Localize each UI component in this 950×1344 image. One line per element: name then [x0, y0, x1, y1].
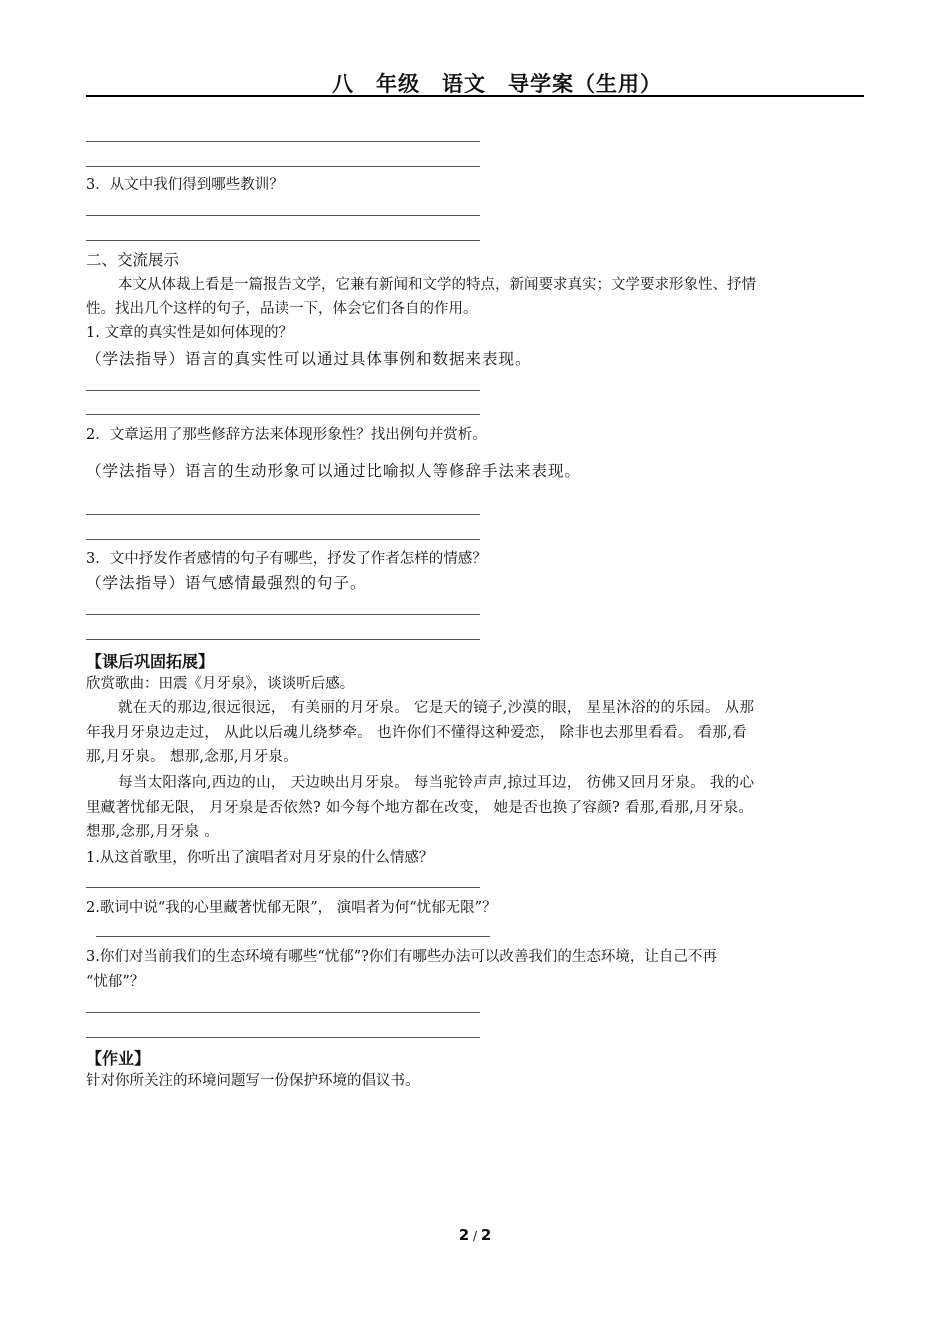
title-suffix: 导学案（生用） [486, 72, 662, 96]
answer-line[interactable] [86, 614, 480, 615]
answer-line[interactable] [86, 639, 480, 640]
part2-guide-1: （学法指导）语言的真实性可以通过具体事例和数据来表现。 [86, 350, 532, 368]
extension-heading: 【课后巩固拓展】 [86, 652, 215, 671]
current-page: 2 [458, 1226, 470, 1244]
page-number [0, 1226, 950, 1244]
answer-line[interactable] [96, 936, 490, 937]
lyrics-p1-line1: 就在天的那边,很远很远， 有美丽的月牙泉。 它是天的镜子,沙漠的眼， 星星沐浴的的乐园。 从那 [118, 700, 755, 716]
lyrics-p2-line2: 里藏著忧郁无限， 月牙泉是否依然? 如今每个地方都在改变， 她是否也换了容颜? 看那,看那,月牙泉。 [86, 800, 754, 816]
lyrics-p1-line2: 年我月牙泉边走过， 从此以后魂儿绕梦牵。 也许你们不懂得这种爱恋， 除非也去那里看看。 看那,看 [86, 725, 747, 741]
answer-line[interactable] [86, 390, 480, 391]
answer-line[interactable] [86, 514, 480, 515]
extension-question-2: 2.歌词中说“我的心里藏著忧郁无限”， 演唱者为何“忧郁无限”？ [86, 900, 497, 916]
extension-intro: 欣赏歌曲：田震《月牙泉》，谈谈听后感。 [86, 676, 355, 692]
answer-line[interactable] [86, 414, 480, 415]
part2-guide-2: （学法指导）语言的生动形象可以通过比喻拟人等修辞手法来表现。 [86, 462, 582, 480]
total-pages: 2 [480, 1226, 492, 1244]
part2-intro-line1: 本文从体裁上看是一篇报告文学，它兼有新闻和文学的特点，新闻要求真实；文学要求形象性、抒情 [118, 277, 756, 293]
answer-line[interactable] [86, 240, 480, 241]
part2-question-2: 2．文章运用了那些修辞方法来体现形象性？找出例句并赏析。 [86, 427, 487, 443]
grade-value: 八 [332, 72, 354, 96]
extension-question-1: 1.从这首歌里，你听出了演唱者对月牙泉的什么情感？ [86, 850, 434, 866]
part2-intro-line2: 性。找出几个这样的句子，品读一下，体会它们各自的作用。 [86, 301, 478, 317]
grade-blank [288, 72, 332, 96]
header-rule [86, 95, 864, 97]
lyrics-p2-line1: 每当太阳落向,西边的山， 天边映出月牙泉。 每当驼铃声声,掠过耳边， 彷佛又回月牙泉。 我的心 [118, 775, 755, 791]
part2-heading: 二、交流展示 [86, 251, 180, 269]
extension-question-3-line1: 3.你们对当前我们的生态环境有哪些“忧郁”?你们有哪些办法可以改善我们的生态环境，让自己不再 [86, 949, 717, 965]
answer-line[interactable] [86, 1012, 480, 1013]
homework-heading: 【作业】 [86, 1049, 151, 1068]
grade-suffix: 年级 [354, 72, 420, 96]
lyrics-p2-line3: 想那,念那,月牙泉 。 [86, 824, 220, 840]
page-separator: / [469, 1229, 481, 1243]
extension-question-3-line2: “忧郁”？ [86, 974, 145, 990]
part2-question-1: 1. 文章的真实性是如何体现的？ [86, 325, 293, 341]
subject-blank [420, 72, 442, 96]
answer-line[interactable] [86, 141, 480, 142]
answer-line[interactable] [86, 215, 480, 216]
subject-value: 语文 [442, 72, 486, 96]
lyrics-p1-line3: 那,月牙泉。 想那,念那,月牙泉。 [86, 749, 299, 765]
homework-text: 针对你所关注的环境问题写一份保护环境的倡议书。 [86, 1073, 420, 1089]
answer-line[interactable] [86, 887, 480, 888]
part1-question-3: 3．从文中我们得到哪些教训？ [86, 177, 284, 193]
page-header-title [0, 68, 950, 98]
answer-line[interactable] [86, 539, 480, 540]
answer-line[interactable] [86, 1037, 480, 1038]
answer-line[interactable] [86, 166, 480, 167]
part2-guide-3: （学法指导）语气感情最强烈的句子。 [86, 574, 367, 592]
part2-question-3: 3．文中抒发作者感情的句子有哪些，抒发了作者怎样的情感？ [86, 551, 487, 567]
